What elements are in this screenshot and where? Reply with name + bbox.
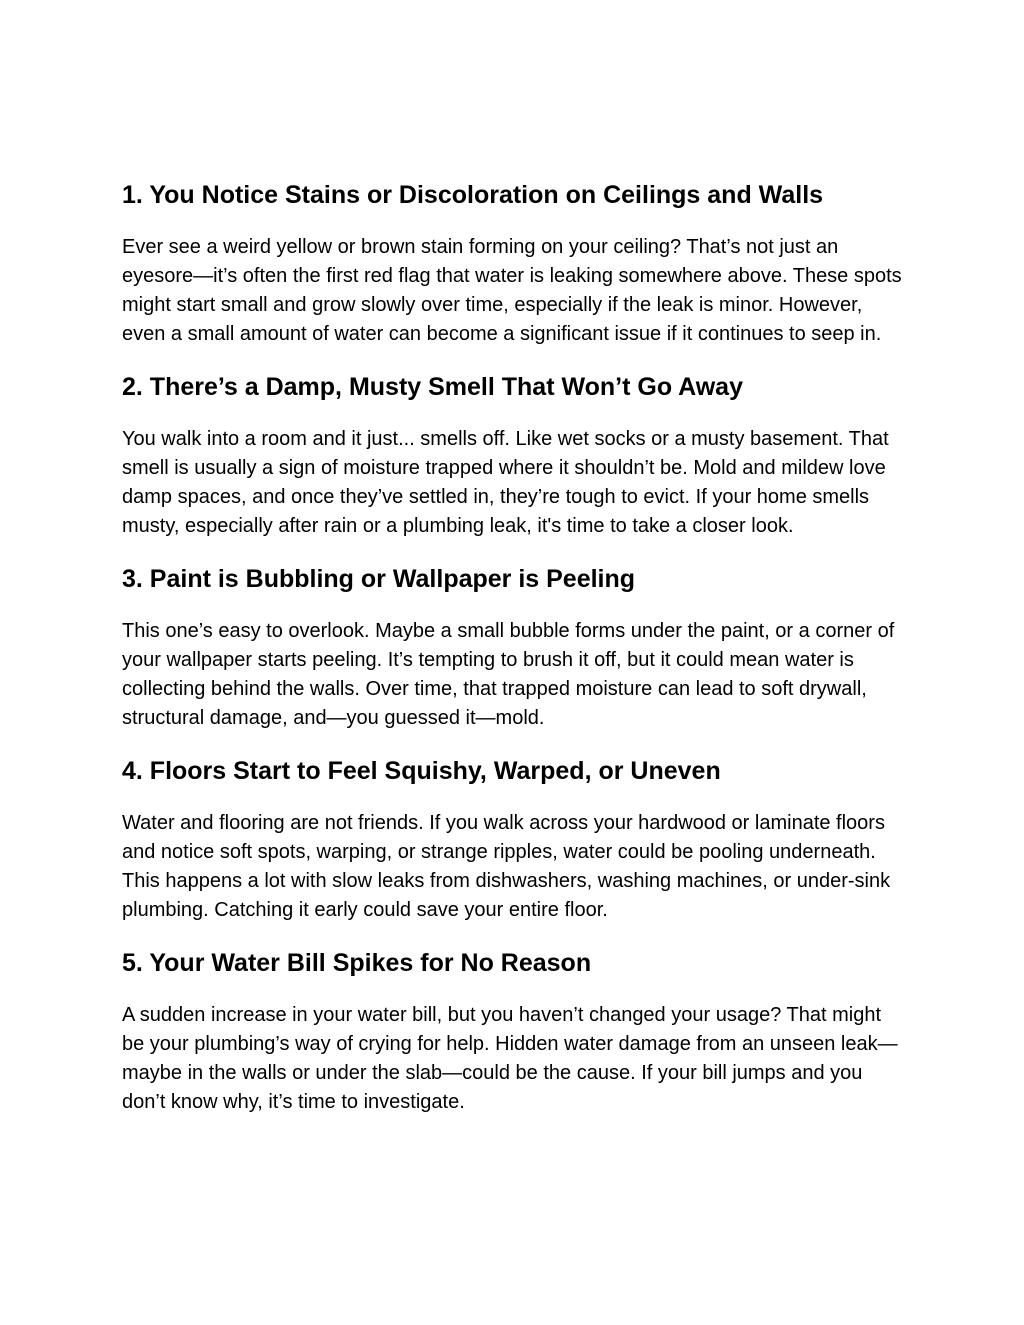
section-paragraph: A sudden increase in your water bill, but you haven’t changed your usage? That might be your plumbing’s way of crying for help. Hidden water damage from an unseen leak—maybe in the walls or under the slab—could be the cause. If your bill jumps and you don’t know why, it’s time to investigate. (122, 1004, 898, 1113)
section-paragraph: You walk into a room and it just... smells off. Like wet socks or a musty basement. That smell is usually a sign of moisture trapped where it shouldn’t be. Mold and mildew love damp spaces, and once they’ve settled in, they’re tough to evict. If your home smells musty, especially after rain or a plumbing leak, it's time to take a closer look. (122, 428, 889, 537)
section-paragraph: This one’s easy to overlook. Maybe a small bubble forms under the paint, or a corner of your wallpaper starts peeling. It’s tempting to brush it off, but it could mean water is collecting behind the walls. Over time, that trapped moisture can lead to soft drywall, structural damage, and—you guessed it—mold. (122, 620, 895, 729)
section-heading: 3. Paint is Bubbling or Wallpaper is Peeling (122, 565, 636, 593)
section-paragraph: Ever see a weird yellow or brown stain forming on your ceiling? That’s not just an eyesore—it’s often the first red flag that water is leaking somewhere above. These spots might start small and grow slowly over time, especially if the leak is minor. However, even a small amount of water can become a significant issue if it continues to seep in. (122, 236, 902, 345)
section-heading: 1. You Notice Stains or Discoloration on Ceilings and Walls (122, 181, 824, 209)
section-floors (122, 756, 906, 925)
section-heading: 2. There’s a Damp, Musty Smell That Won’t Go Away (122, 373, 743, 401)
section-water-bill (122, 948, 906, 1117)
section-musty-smell (122, 372, 906, 541)
section-paint-wallpaper (122, 564, 906, 733)
section-heading: 5. Your Water Bill Spikes for No Reason (122, 949, 592, 977)
section-paragraph: Water and flooring are not friends. If you walk across your hardwood or laminate floors and notice soft spots, warping, or strange ripples, water could be pooling underneath. This happens a lot with slow leaks from dishwashers, washing machines, or under-sink plumbing. Catching it early could save your entire floor. (122, 812, 891, 921)
section-stains (122, 180, 906, 349)
section-heading: 4. Floors Start to Feel Squishy, Warped, or Uneven (122, 757, 721, 785)
